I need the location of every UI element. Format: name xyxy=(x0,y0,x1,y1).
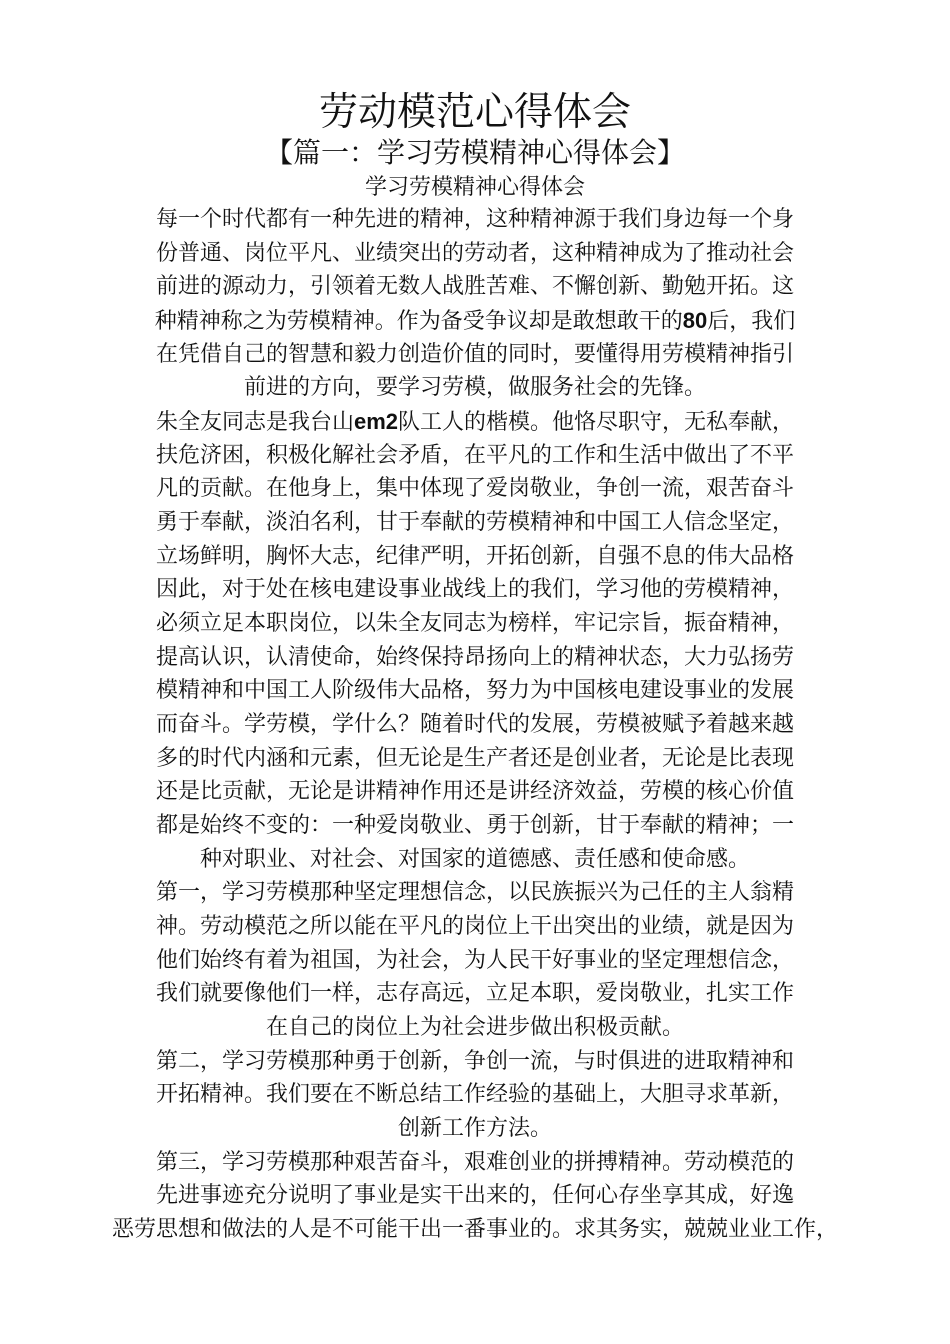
body-line: 多的时代内涵和元素，但无论是生产者还是创业者，无论是比表现 xyxy=(155,746,794,771)
section-heading: 学习劳模精神心得体会 xyxy=(364,175,585,200)
body-line: 因此，对于处在核电建设事业战线上的我们，学习他的劳模精神， xyxy=(155,577,794,602)
document-title: 劳动模范心得体会 xyxy=(318,90,631,135)
body-line: 第一，学习劳模那种坚定理想信念，以民族振兴为己任的主人翁精 xyxy=(155,880,794,905)
body-line: 份普通、岗位平凡、业绩突出的劳动者，这种精神成为了推动社会 xyxy=(155,241,794,266)
body-line: 模精神和中国工人阶级伟大品格，努力为中国核电建设事业的发展 xyxy=(155,678,794,703)
body-line: 扶危济困，积极化解社会矛盾，在平凡的工作和生活中做出了不平 xyxy=(155,443,794,468)
body-line: 每一个时代都有一种先进的精神，这种精神源于我们身边每一个身 xyxy=(155,207,794,232)
latin-run: em2 xyxy=(353,409,399,434)
body-line: 神。劳动模范之所以能在平凡的岗位上干出突出的业绩，就是因为 xyxy=(155,914,794,939)
body-line: 在凭借自己的智慧和毅力创造价值的同时，要懂得用劳模精神指引 xyxy=(155,342,794,367)
body-line: 他们始终有着为祖国，为社会，为人民干好事业的坚定理想信念， xyxy=(155,948,794,973)
body-line: 在自己的岗位上为社会进步做出积极贡献。 xyxy=(265,1015,684,1040)
body-line: 凡的贡献。在他身上，集中体现了爱岗敬业，争创一流，艰苦奋斗 xyxy=(155,476,794,501)
latin-run: 80 xyxy=(682,308,708,333)
body-line: 种精神称之为劳模精神。作为备受争议却是敢想敢干的80后，我们 xyxy=(154,308,796,334)
body-line: 立场鲜明，胸怀大志，纪律严明，开拓创新，自强不息的伟大品格 xyxy=(155,544,794,569)
body-line: 开拓精神。我们要在不断总结工作经验的基础上，大胆寻求革新， xyxy=(155,1082,794,1107)
body-line: 前进的源动力，引领着无数人战胜苦难、不懈创新、勤勉开拓。这 xyxy=(155,274,794,299)
body-line: 朱全友同志是我台山em2队工人的楷模。他恪尽职守，无私奉献， xyxy=(155,409,795,435)
body-line: 创新工作方法。 xyxy=(397,1116,552,1141)
section-subtitle: 【篇一：学习劳模精神心得体会】 xyxy=(264,136,685,169)
body-line: 第二，学习劳模那种勇于创新，争创一流，与时俱进的进取精神和 xyxy=(155,1049,794,1074)
body-line: 先进事迹充分说明了事业是实干出来的，任何心存坐享其成，好逸 xyxy=(155,1183,794,1208)
body-line: 勇于奉献，淡泊名利，甘于奉献的劳模精神和中国工人信念坚定， xyxy=(155,510,794,535)
body-line: 恶劳思想和做法的人是不可能干出一番事业的。求其务实，兢兢业业工作， xyxy=(111,1217,838,1242)
body-line: 我们就要像他们一样，志存高远，立足本职，爱岗敬业，扎实工作 xyxy=(155,981,794,1006)
body-line: 还是比贡献，无论是讲精神作用还是讲经济效益，劳模的核心价值 xyxy=(155,779,794,804)
body-line: 都是始终不变的：一种爱岗敬业、勇于创新，甘于奉献的精神；一 xyxy=(155,813,794,838)
body-line: 前进的方向，要学习劳模，做服务社会的先锋。 xyxy=(243,375,706,400)
body-line: 提高认识，认清使命，始终保持昂扬向上的精神状态，大力弘扬劳 xyxy=(155,645,794,670)
body-line: 必须立足本职岗位，以朱全友同志为榜样，牢记宗旨，振奋精神， xyxy=(155,611,794,636)
body-line: 而奋斗。学劳模，学什么？随着时代的发展，劳模被赋予着越来越 xyxy=(155,712,794,737)
body-line: 种对职业、对社会、对国家的道德感、责任感和使命感。 xyxy=(199,847,750,872)
body-line: 第三，学习劳模那种艰苦奋斗，艰难创业的拼搏精神。劳动模范的 xyxy=(155,1150,794,1175)
